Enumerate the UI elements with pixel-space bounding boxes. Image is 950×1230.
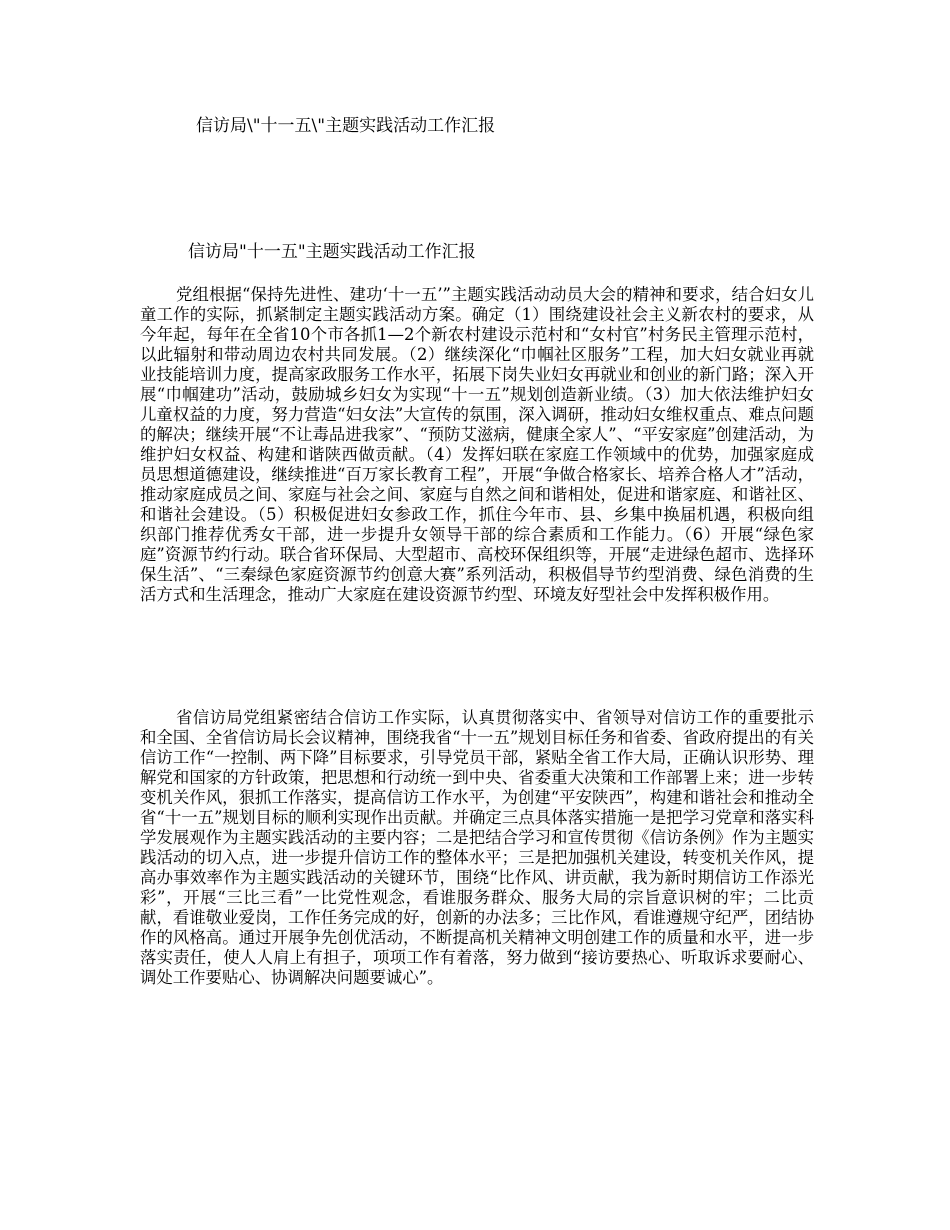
body-paragraph-1: 党组根据“保持先进性、建功‘十一五’”主题实践活动动员大会的精神和要求，结合妇女儿童工作的实际，抓紧制定主题实践活动方案。确定（1）围绕建设社会主义新农村的要求，从今年起，每年在全省10个市各抓1—2个新农村建设示范村和“女村官”村务民主管理示范村，以此辐射和带动周边农村共同发展。（2）继续深化“巾帼社区服务”工程，加大妇女就业再就业技能培训力度，提高家政服务工作水平，拓展下岗失业妇女再就业和创业的新门路；深入开展“巾帼建功”活动，鼓励城乡妇女为实现“十一五”规划创造新业绩。（3）加大依法维护妇女儿童权益的力度，努力营造“妇女法”大宣传的氛围，深入调研，推动妇女维权重点、难点问题的解决；继续开展“不让毒品进我家”、“预防艾滋病，健康全家人”、“平安家庭”创建活动，为维护妇女权益、构建和谐陕西做贡献。（4）发挥妇联在家庭工作领域中的优势，加强家庭成员思想道德建设，继续推进“百万家长教育工程”，开展“争做合格家长、培养合格人才”活动，推动家庭成员之间、家庭与社会之间、家庭与自然之间和谐相处，促进和谐家庭、和谐社区、和谐社会建设。（5）积极促进妇女参政工作，抓住今年市、县、乡集中换届机遇，积极向组织部门推荐优秀女干部，进一步提升女领导干部的综合素质和工作能力。（6）开展“绿色家庭”资源节约行动。联合省环保局、大型超市、高校环保组织等，开展“走进绿色超市、选择环保生活”、“三秦绿色家庭资源节约创意大赛”系列活动，积极倡导节约型消费、绿色消费的生活方式和生活理念，推动广大家庭在建设资源节约型、环境友好型社会中发挥积极作用。 (140, 285, 814, 604)
document-title: 信访局"十一五"主题实践活动工作汇报 (188, 242, 476, 262)
body-paragraph-2: 省信访局党组紧密结合信访工作实际，认真贯彻落实中、省领导对信访工作的重要批示和全国、全省信访局长会议精神，围绕我省“十一五”规划目标任务和省委、省政府提出的有关信访工作“一控制、两下降”目标要求，引导党员干部，紧贴全省工作大局，正确认识形势、理解党和国家的方针政策，把思想和行动统一到中央、省委重大决策和工作部署上来；进一步转变机关作风，狠抓工作落实，提高信访工作水平，为创建“平安陕西”，构建和谐社会和推动全省“十一五”规划目标的顺利实现作出贡献。并确定三点具体落实措施一是把学习党章和落实科学发展观作为主题实践活动的主要内容；二是把结合学习和宣传贯彻《信访条例》作为主题实践活动的切入点，进一步提升信访工作的整体水平；三是把加强机关建设，转变机关作风，提高办事效率作为主题实践活动的关键环节，围绕“比作风、讲贡献，我为新时期信访工作添光彩”，开展“三比三看”一比党性观念，看谁服务群众、服务大局的宗旨意识树的牢；二比贡献，看谁敬业爱岗，工作任务完成的好，创新的办法多；三比作风，看谁遵规守纪严，团结协作的风格高。通过开展争先创优活动，不断提高机关精神文明创建工作的质量和水平，进一步落实责任，使人人肩上有担子，项项工作有着落，努力做到“接访要热心、听取诉求要耐心、调处工作要贴心、协调解决问题要诚心”。 (140, 708, 814, 987)
header-title: 信访局\"十一五\"主题实践活动工作汇报 (196, 116, 496, 136)
